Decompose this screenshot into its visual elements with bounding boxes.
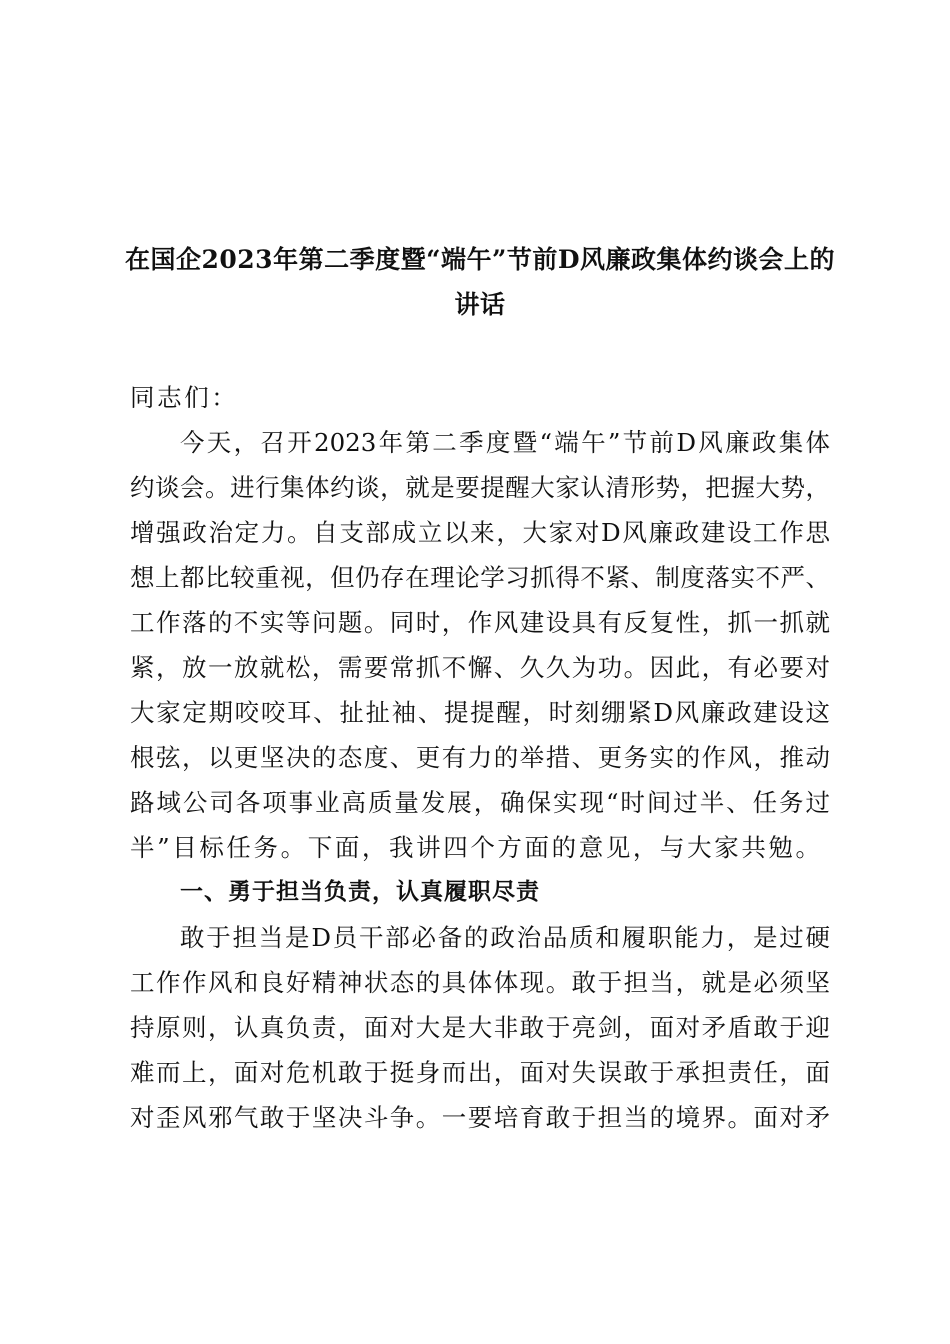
salutation: 同志们：	[130, 383, 239, 412]
paragraph-line: 路域公司各项事业高质量发展，确保实现“时间过半、任务过	[130, 788, 830, 817]
paragraph-line: 大家定期咬咬耳、扯扯袖、提提醒，时刻绷紧D风廉政建设这	[130, 698, 830, 727]
document-title-line-2: 讲话	[454, 290, 506, 319]
paragraph-line: 想上都比较重视，但仍存在理论学习抓得不紧、制度落实不严、	[130, 563, 830, 592]
document-title-line-1: 在国企2023年第二季度暨“端午”节前D风廉政集体约谈会上的	[124, 245, 836, 274]
paragraph-line: 工作作风和良好精神状态的具体体现。敢于担当，就是必须坚	[130, 968, 830, 997]
paragraph-line: 持原则，认真负责，面对大是大非敢于亮剑，面对矛盾敢于迎	[130, 1013, 830, 1042]
paragraph-line: 难而上，面对危机敢于挺身而出，面对失误敢于承担责任，面	[130, 1058, 830, 1087]
paragraph-line: 增强政治定力。自支部成立以来，大家对D风廉政建设工作思	[130, 518, 830, 547]
section-heading-1: 一、勇于担当负责，认真履职尽责	[180, 879, 540, 905]
paragraph-line: 半”目标任务。下面，我讲四个方面的意见，与大家共勉。	[130, 833, 823, 862]
paragraph-line: 敢于担当是D员干部必备的政治品质和履职能力，是过硬	[180, 923, 830, 952]
paragraph-line: 工作落的不实等问题。同时，作风建设具有反复性，抓一抓就	[130, 608, 830, 637]
paragraph-line: 对歪风邪气敢于坚决斗争。一要培育敢于担当的境界。面对矛	[130, 1103, 830, 1132]
paragraph-line: 根弦，以更坚决的态度、更有力的举措、更务实的作风，推动	[130, 743, 830, 772]
paragraph-line: 今天，召开2023年第二季度暨“端午”节前D风廉政集体	[180, 428, 830, 457]
paragraph-line: 紧，放一放就松，需要常抓不懈、久久为功。因此，有必要对	[130, 653, 830, 682]
paragraph-line: 约谈会。进行集体约谈，就是要提醒大家认清形势，把握大势，	[130, 473, 830, 502]
